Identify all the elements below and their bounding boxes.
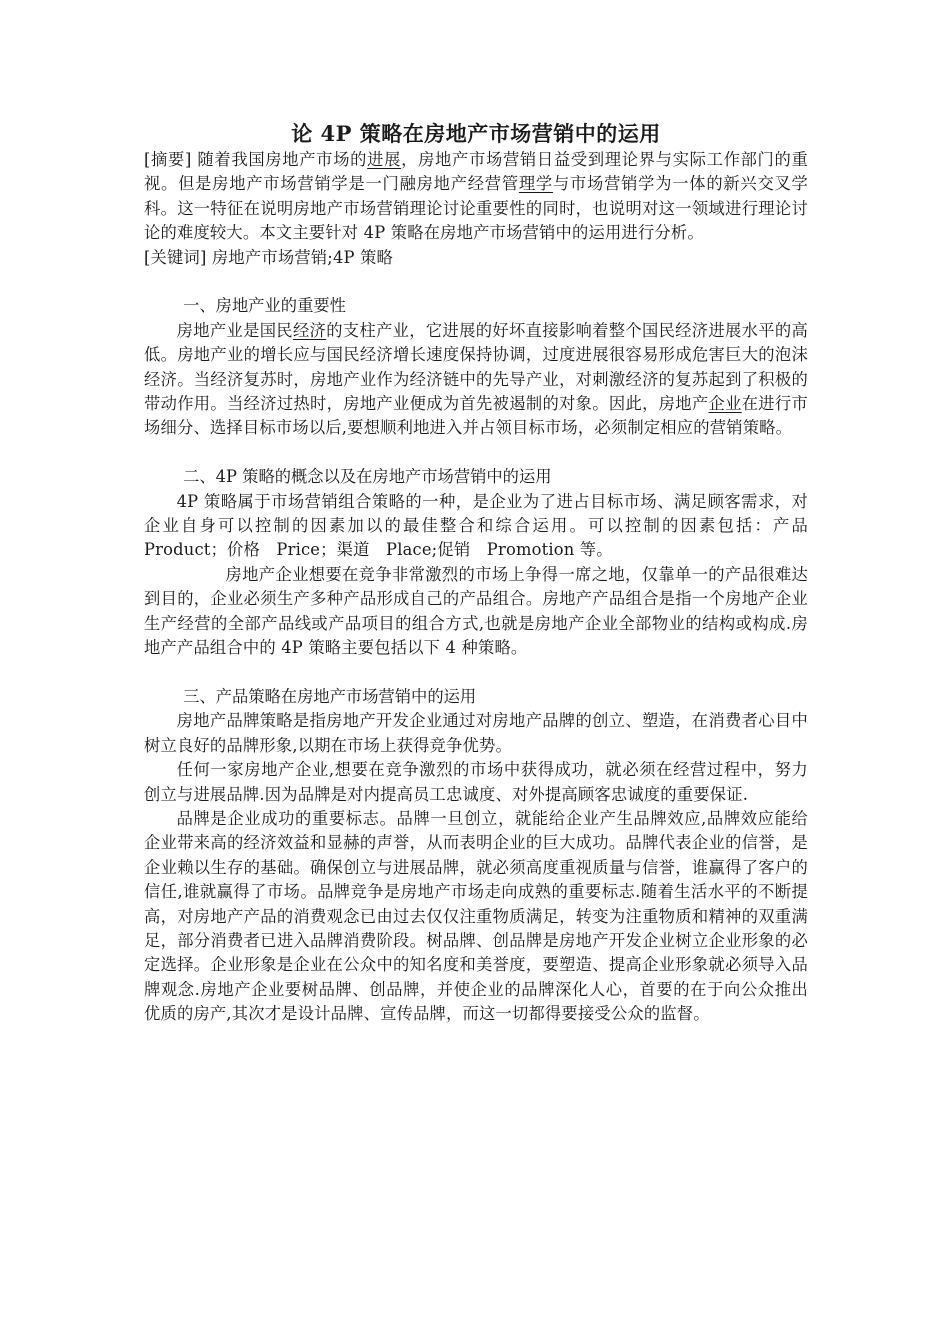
abstract-paragraph xyxy=(144,148,808,246)
section1-text-2: 的支柱产业，它进展的好坏直接影响着整个国民经济进展水平的高低。房地产业的增长应与国民经济增长速度保持协调，过度进展很容易形成危害巨大的泡沫经济。当经济复苏时，房地产业作为经济链中的先导产业，对刺激经济的复苏起到了积极的带动作用。当经济过热时，房地产业便成为首先被遏制的对象。因此，房地产 xyxy=(144,320,809,414)
section3-paragraph-1: 房地产品牌策略是指房地产开发企业通过对房地产品牌的创立、塑造，在消费者心目中树立良好的品牌形象,以期在市场上获得竞争优势。 xyxy=(144,711,808,755)
section1-paragraph xyxy=(144,319,808,441)
section2-paragraph-1: 4P 策略属于市场营销组合策略的一种，是企业为了进占目标市场、满足顾客需求，对企业自身可以控制的因素加以的最佳整合和综合运用。可以控制的因素包括：产品 Product；价格 Price；渠道 Place;促销 Promotion 等。 xyxy=(144,491,825,560)
section3-paragraph-3: 品牌是企业成功的重要标志。品牌一旦创立，就能给企业产生品牌效应,品牌效应能给企业带来高的经济效益和显赫的声誉，从而表明企业的巨大成功。品牌代表企业的信誉，是企业赖以生存的基础。确保创立与进展品牌，就必须高度重视质量与信誉，谁赢得了客户的信任,谁就赢得了市场。品牌竞争是房地产市场走向成熟的重要标志.随着生活水平的不断提高，对房地产产品的消费观念已由过去仅仅注重物质满足，转变为注重物质和精神的双重满足，部分消费者已进入品牌消费阶段。树品牌、创品牌是房地产开发企业树立企业形象的必定选择。企业形象是企业在公众中的知名度和美誉度，要塑造、提高企业形象就必须导入品牌观念.房地产企业要树品牌、创品牌，并使企业的品牌深化人心，首要的在于向公众推出优质的房产,其次才是设计品牌、宣传品牌，而这一切都得要接受公众的监督。 xyxy=(144,808,808,1024)
section1-text-1: 房地产业是国民 xyxy=(176,320,293,340)
link-jingji[interactable]: 经济 xyxy=(292,320,327,340)
link-qiye[interactable]: 企业 xyxy=(708,394,742,414)
spacer xyxy=(144,441,808,465)
abstract-text-1: [摘要] 随着我国房地产市场的 xyxy=(144,150,368,169)
section1-heading: 一、房地产业的重要性 xyxy=(183,296,346,316)
document-title: 论 4P 策略在房地产市场营销中的运用 xyxy=(291,121,661,146)
section3-heading: 三、产品策略在房地产市场营销中的运用 xyxy=(183,686,477,706)
abstract-text-2: ，房地产市场营销日益受到理论界与实际工作部门的重视。但是房地产市场营销学是一门融房地产经营管 xyxy=(144,150,808,194)
link-lixue[interactable]: 理学 xyxy=(518,174,553,194)
spacer xyxy=(144,270,808,294)
document-page xyxy=(144,120,825,1027)
abstract-text-3: 与市场营销学为一体的新兴交叉学科。这一特征在说明房地产市场营销理论讨论重要性的同时，也说明对这一领域进行理论讨论的难度较大。本文主要针对 4P 策略在房地产市场营销中的运用进行分析。 xyxy=(144,174,809,243)
section2-paragraph-2: 房地产企业想要在竞争非常激烈的市场上争得一席之地，仅靠单一的产品很难达到目的，企业必须生产多种产品形成自己的产品组合。房地产产品组合是指一个房地产企业生产经营的全部产品线或产品项目的组合方式,也就是房地产企业全部物业的结构或构成.房地产产品组合中的 4P 策略主要包括以下 4 种策略。 xyxy=(144,564,808,658)
section2-heading: 二、4P 策略的概念以及在房地产市场营销中的运用 xyxy=(183,467,552,487)
spacer xyxy=(144,661,808,685)
section1-text-3: 在进行市场细分、选择目标市场以后,要想顺利地进入并占领目标市场，必须制定相应的营销策略。 xyxy=(144,394,808,438)
keywords-line: [关键词] 房地产市场营销;4P 策略 xyxy=(144,247,394,267)
section3-paragraph-2: 任何一家房地产企业,想要在竞争激烈的市场中获得成功，就必须在经营过程中，努力创立与进展品牌.因为品牌是对内提高员工忠诚度、对外提高顾客忠诚度的重要保证. xyxy=(144,760,808,804)
link-jinzhan[interactable]: 进展 xyxy=(367,150,402,169)
